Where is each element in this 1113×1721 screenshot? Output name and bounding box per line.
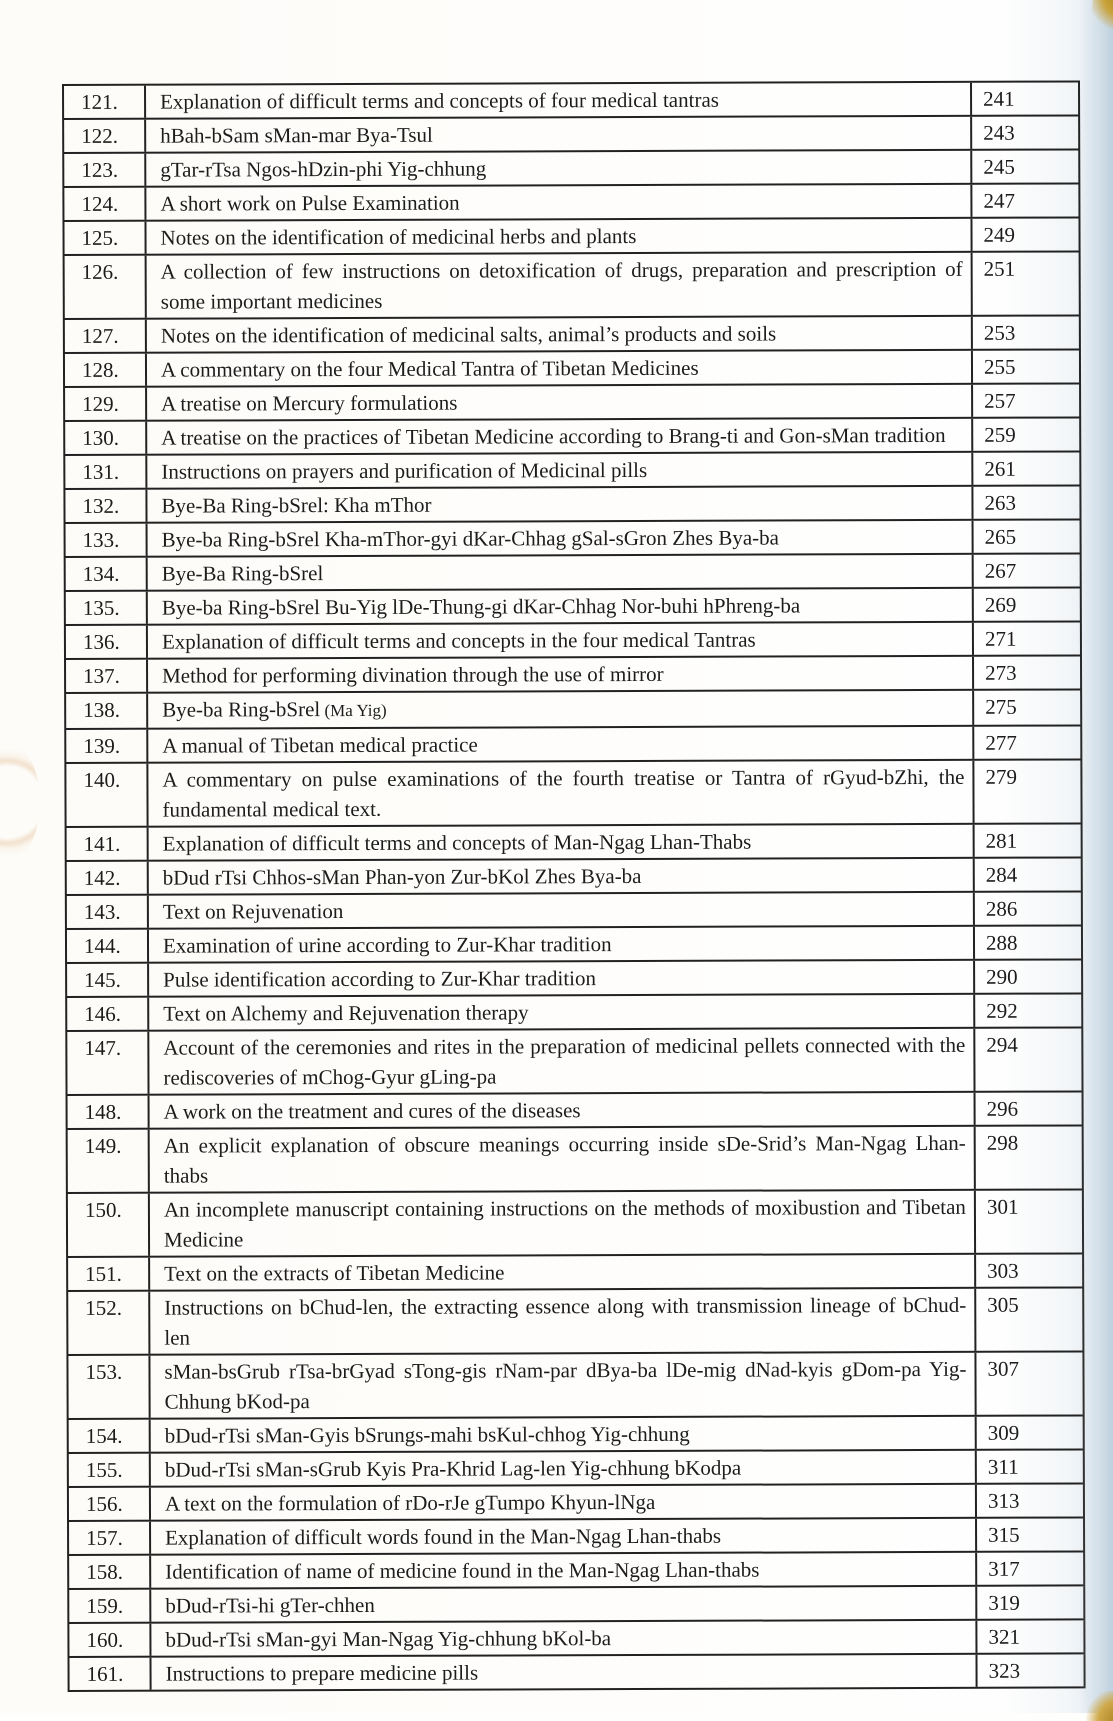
table-row	[64, 554, 1082, 592]
entry-page-number: 305	[974, 1288, 1084, 1350]
table-row	[65, 858, 1083, 896]
entry-number: 128.	[63, 354, 147, 386]
entry-number: 134.	[64, 558, 148, 590]
entry-page-number: 255	[971, 350, 1081, 382]
entry-page-number: 267	[972, 554, 1082, 586]
table-row	[62, 80, 1080, 120]
entry-number: 155.	[67, 1454, 151, 1486]
entry-number: 135.	[64, 592, 148, 624]
entry-title: Explanation of difficult terms and concepts of Man-Ngag Lhan-Thabs	[162, 829, 752, 856]
entry-title: A treatise on Mercury formulations	[161, 390, 458, 416]
table-row	[64, 726, 1082, 764]
table-row	[62, 218, 1080, 256]
entry-page-number: 279	[972, 760, 1082, 822]
entry-number: 125.	[62, 222, 146, 254]
table-row	[67, 1450, 1085, 1488]
entry-page-number: 303	[974, 1254, 1084, 1286]
table-row	[64, 656, 1082, 694]
entry-title: Notes on the identification of medicinal salts, animal’s products and soils	[160, 321, 777, 348]
corner-curl-artifact-top	[1088, 0, 1113, 36]
entry-page-number: 321	[975, 1620, 1085, 1652]
entry-number: 122.	[62, 120, 146, 152]
entry-title: An explicit explanation of obscure meanings occurring inside sDe-Srid’s Man-Ngag Lhan-thabs	[163, 1130, 966, 1188]
entry-number: 161.	[67, 1658, 151, 1690]
entry-page-number: 313	[975, 1484, 1085, 1516]
entry-page-number: 319	[975, 1586, 1085, 1618]
table-row	[65, 892, 1083, 930]
entry-number: 152.	[66, 1292, 150, 1354]
entry-number: 124.	[62, 188, 146, 220]
table-row	[64, 690, 1082, 730]
entry-title: Bye-Ba Ring-bSrel	[161, 561, 324, 586]
entry-page-number: 301	[974, 1190, 1084, 1252]
entry-title: A collection of few instructions on detoxification of drugs, preparation and prescription of some important medicines	[160, 256, 963, 314]
table-row	[67, 1484, 1085, 1522]
entry-page-number: 315	[975, 1518, 1085, 1550]
table-row	[62, 184, 1080, 222]
entry-title: A commentary on the four Medical Tantra of Tibetan Medicines	[160, 355, 699, 382]
entry-title: Pulse identification according to Zur-Khar tradition	[163, 966, 597, 992]
entry-number: 130.	[63, 422, 147, 454]
entry-title: Examination of urine according to Zur-Khar tradition	[162, 932, 612, 958]
entry-page-number: 265	[972, 520, 1082, 552]
table-row	[66, 1190, 1084, 1258]
entry-page-number: 245	[970, 150, 1080, 182]
entry-title: A commentary on pulse examinations of the fourth treatise or Tantra of rGyud-bZhi, the fundamental medical text.	[162, 764, 965, 822]
entry-page-number: 296	[974, 1092, 1084, 1124]
entry-title: A manual of Tibetan medical practice	[162, 732, 478, 758]
entry-title: Bye-ba Ring-bSrel Kha-mThor-gyi dKar-Chhag gSal-sGron Zhes Bya-ba	[161, 525, 779, 552]
entry-title: Account of the ceremonies and rites in the preparation of medicinal pellets connected with the rediscoveries of mChog-Gyur gLing-pa	[163, 1032, 966, 1090]
entry-title: bDud-rTsi sMan-Gyis bSrungs-mahi bsKul-chhog Yig-chhung	[164, 1421, 690, 1448]
table-row	[62, 150, 1080, 188]
entry-page-number: 249	[970, 218, 1080, 250]
entry-number: 121.	[62, 86, 146, 118]
entry-page-number: 269	[972, 588, 1082, 620]
table-row	[64, 520, 1082, 558]
entry-title: A short work on Pulse Examination	[160, 190, 460, 216]
contents-table	[62, 80, 1086, 1692]
entry-page-number: 253	[971, 316, 1081, 348]
table-row	[66, 1352, 1084, 1420]
entry-page-number: 273	[972, 656, 1082, 688]
entry-title: Notes on the identification of medicinal herbs and plants	[160, 223, 637, 250]
entry-number: 159.	[67, 1590, 151, 1622]
entry-page-number: 251	[971, 252, 1081, 314]
table-row	[66, 1126, 1084, 1194]
entry-number: 153.	[66, 1356, 150, 1418]
entry-number: 137.	[64, 660, 148, 692]
entry-title: Explanation of difficult terms and concepts in the four medical Tantras	[161, 627, 756, 654]
table-row	[67, 1552, 1085, 1590]
entry-page-number: 247	[970, 184, 1080, 216]
table-row	[62, 116, 1080, 154]
table-row	[67, 1620, 1085, 1658]
entry-page-number: 284	[973, 858, 1083, 890]
entry-title: sMan-bsGrub rTsa-brGyad sTong-gis rNam-par dBya-ba lDe-mig dNad-kyis gDom-pa Yig-Chhung bKod-pa	[164, 1356, 967, 1414]
table-row	[63, 350, 1081, 388]
entry-title: Instructions on bChud-len, the extracting essence along with transmission lineage of bChud-len	[164, 1292, 967, 1350]
entry-title-note: (Ma Yig)	[320, 700, 387, 721]
corner-curl-artifact-bottom	[1085, 1691, 1113, 1721]
entry-title: Identification of name of medicine found in the Man-Ngag Lhan-thabs	[165, 1557, 760, 1584]
entry-title: Method for performing divination through the use of mirror	[162, 661, 664, 688]
table-row	[65, 960, 1083, 998]
entry-number: 140.	[64, 764, 148, 826]
entry-page-number: 259	[971, 418, 1081, 450]
entry-title: A text on the formulation of rDo-rJe gTumpo Khyun-lNga	[164, 1489, 656, 1516]
entry-number: 136.	[64, 626, 148, 658]
entry-title: An incomplete manuscript containing instructions on the methods of moxibustion and Tibetan Medicine	[163, 1194, 966, 1252]
entry-number: 147.	[65, 1032, 149, 1094]
entry-page-number: 309	[975, 1416, 1085, 1448]
entry-title: Instructions on prayers and purification of Medicinal pills	[161, 457, 648, 484]
entry-number: 145.	[65, 964, 149, 996]
entry-number: 148.	[66, 1096, 150, 1128]
table-row	[65, 926, 1083, 964]
entry-title: Instructions to prepare medicine pills	[165, 1660, 479, 1686]
entry-page-number: 290	[973, 960, 1083, 992]
entry-title: bDud-rTsi sMan-gyi Man-Ngag Yig-chhung bKol-ba	[165, 1626, 612, 1652]
table-row	[65, 824, 1083, 862]
entry-number: 132.	[63, 490, 147, 522]
entry-title: Bye-ba Ring-bSrel (Ma Yig)	[162, 697, 387, 722]
entry-number: 139.	[64, 730, 148, 762]
entry-number: 129.	[63, 388, 147, 420]
entry-page-number: 275	[972, 690, 1082, 724]
entry-number: 144.	[65, 930, 149, 962]
entry-title: Bye-ba Ring-bSrel Bu-Yig lDe-Thung-gi dKar-Chhag Nor-buhi hPhreng-ba	[161, 593, 801, 620]
table-row	[64, 622, 1082, 660]
entry-page-number: 286	[973, 892, 1083, 924]
table-row	[63, 384, 1081, 422]
entry-number: 141.	[65, 828, 149, 860]
entry-number: 154.	[67, 1420, 151, 1452]
table-row	[65, 1028, 1083, 1096]
entry-title: bDud-rTsi-hi gTer-chhen	[165, 1592, 375, 1618]
entry-number: 142.	[65, 862, 149, 894]
table-row	[66, 1288, 1084, 1356]
entry-page-number: 257	[971, 384, 1081, 416]
entry-number: 156.	[67, 1488, 151, 1520]
entry-number: 160.	[67, 1624, 151, 1656]
table-row	[63, 486, 1081, 524]
entry-page-number: 292	[973, 994, 1083, 1026]
entry-title: A work on the treatment and cures of the diseases	[163, 1098, 581, 1124]
entry-number: 126.	[63, 256, 147, 318]
entry-number: 133.	[64, 524, 148, 556]
entry-number: 150.	[66, 1194, 150, 1256]
entry-page-number: 323	[975, 1654, 1085, 1686]
entry-page-number: 281	[973, 824, 1083, 856]
entry-title: A treatise on the practices of Tibetan Medicine according to Brang-ti and Gon-sMan tradition	[161, 422, 946, 450]
entry-number: 158.	[67, 1556, 151, 1588]
entry-title: Text on Alchemy and Rejuvenation therapy	[163, 1000, 529, 1026]
entry-number: 143.	[65, 896, 149, 928]
entry-title: bDud-rTsi sMan-sGrub Kyis Pra-Khrid Lag-len Yig-chhung bKodpa	[164, 1455, 742, 1482]
entry-page-number: 263	[971, 486, 1081, 518]
table-row	[65, 994, 1083, 1032]
entry-page-number: 307	[974, 1352, 1084, 1414]
table-row	[67, 1654, 1085, 1692]
entry-number: 123.	[62, 154, 146, 186]
table-row	[63, 316, 1081, 354]
table-row	[67, 1586, 1085, 1624]
entry-title: Text on the extracts of Tibetan Medicine	[164, 1260, 505, 1286]
entry-number: 151.	[66, 1258, 150, 1290]
entry-page-number: 288	[973, 926, 1083, 958]
entry-page-number: 243	[970, 116, 1080, 148]
entry-page-number: 261	[971, 452, 1081, 484]
entry-number: 157.	[67, 1522, 151, 1554]
entry-page-number: 298	[974, 1126, 1084, 1188]
entry-number: 131.	[63, 456, 147, 488]
table-row	[63, 252, 1081, 320]
table-row	[63, 452, 1081, 490]
entry-title: Explanation of difficult words found in the Man-Ngag Lhan-thabs	[165, 1523, 722, 1550]
entry-number: 138.	[64, 694, 148, 728]
entry-title: Bye-Ba Ring-bSrel: Kha mThor	[161, 492, 432, 518]
entry-page-number: 311	[975, 1450, 1085, 1482]
entry-page-number: 277	[972, 726, 1082, 758]
entry-title: Text on Rejuvenation	[162, 899, 344, 924]
entry-title: hBah-bSam sMan-mar Bya-Tsul	[160, 122, 433, 148]
entry-number: 146.	[65, 998, 149, 1030]
entry-page-number: 271	[972, 622, 1082, 654]
entry-number: 149.	[66, 1130, 150, 1192]
table-row	[66, 1092, 1084, 1130]
table-row	[67, 1518, 1085, 1556]
table-row	[64, 760, 1082, 828]
scan-sticker-artifact	[0, 742, 40, 862]
entry-number: 127.	[63, 320, 147, 352]
entry-page-number: 241	[970, 82, 1080, 114]
table-row	[67, 1416, 1085, 1454]
entry-title: gTar-rTsa Ngos-hDzin-phi Yig-chhung	[160, 156, 487, 182]
table-row	[63, 418, 1081, 456]
entry-title: bDud rTsi Chhos-sMan Phan-yon Zur-bKol Zhes Bya-ba	[162, 863, 642, 890]
entry-title: Explanation of difficult terms and concepts of four medical tantras	[160, 87, 719, 114]
entry-page-number: 317	[975, 1552, 1085, 1584]
table-row	[66, 1254, 1084, 1292]
entry-page-number: 294	[973, 1028, 1083, 1090]
table-row	[64, 588, 1082, 626]
